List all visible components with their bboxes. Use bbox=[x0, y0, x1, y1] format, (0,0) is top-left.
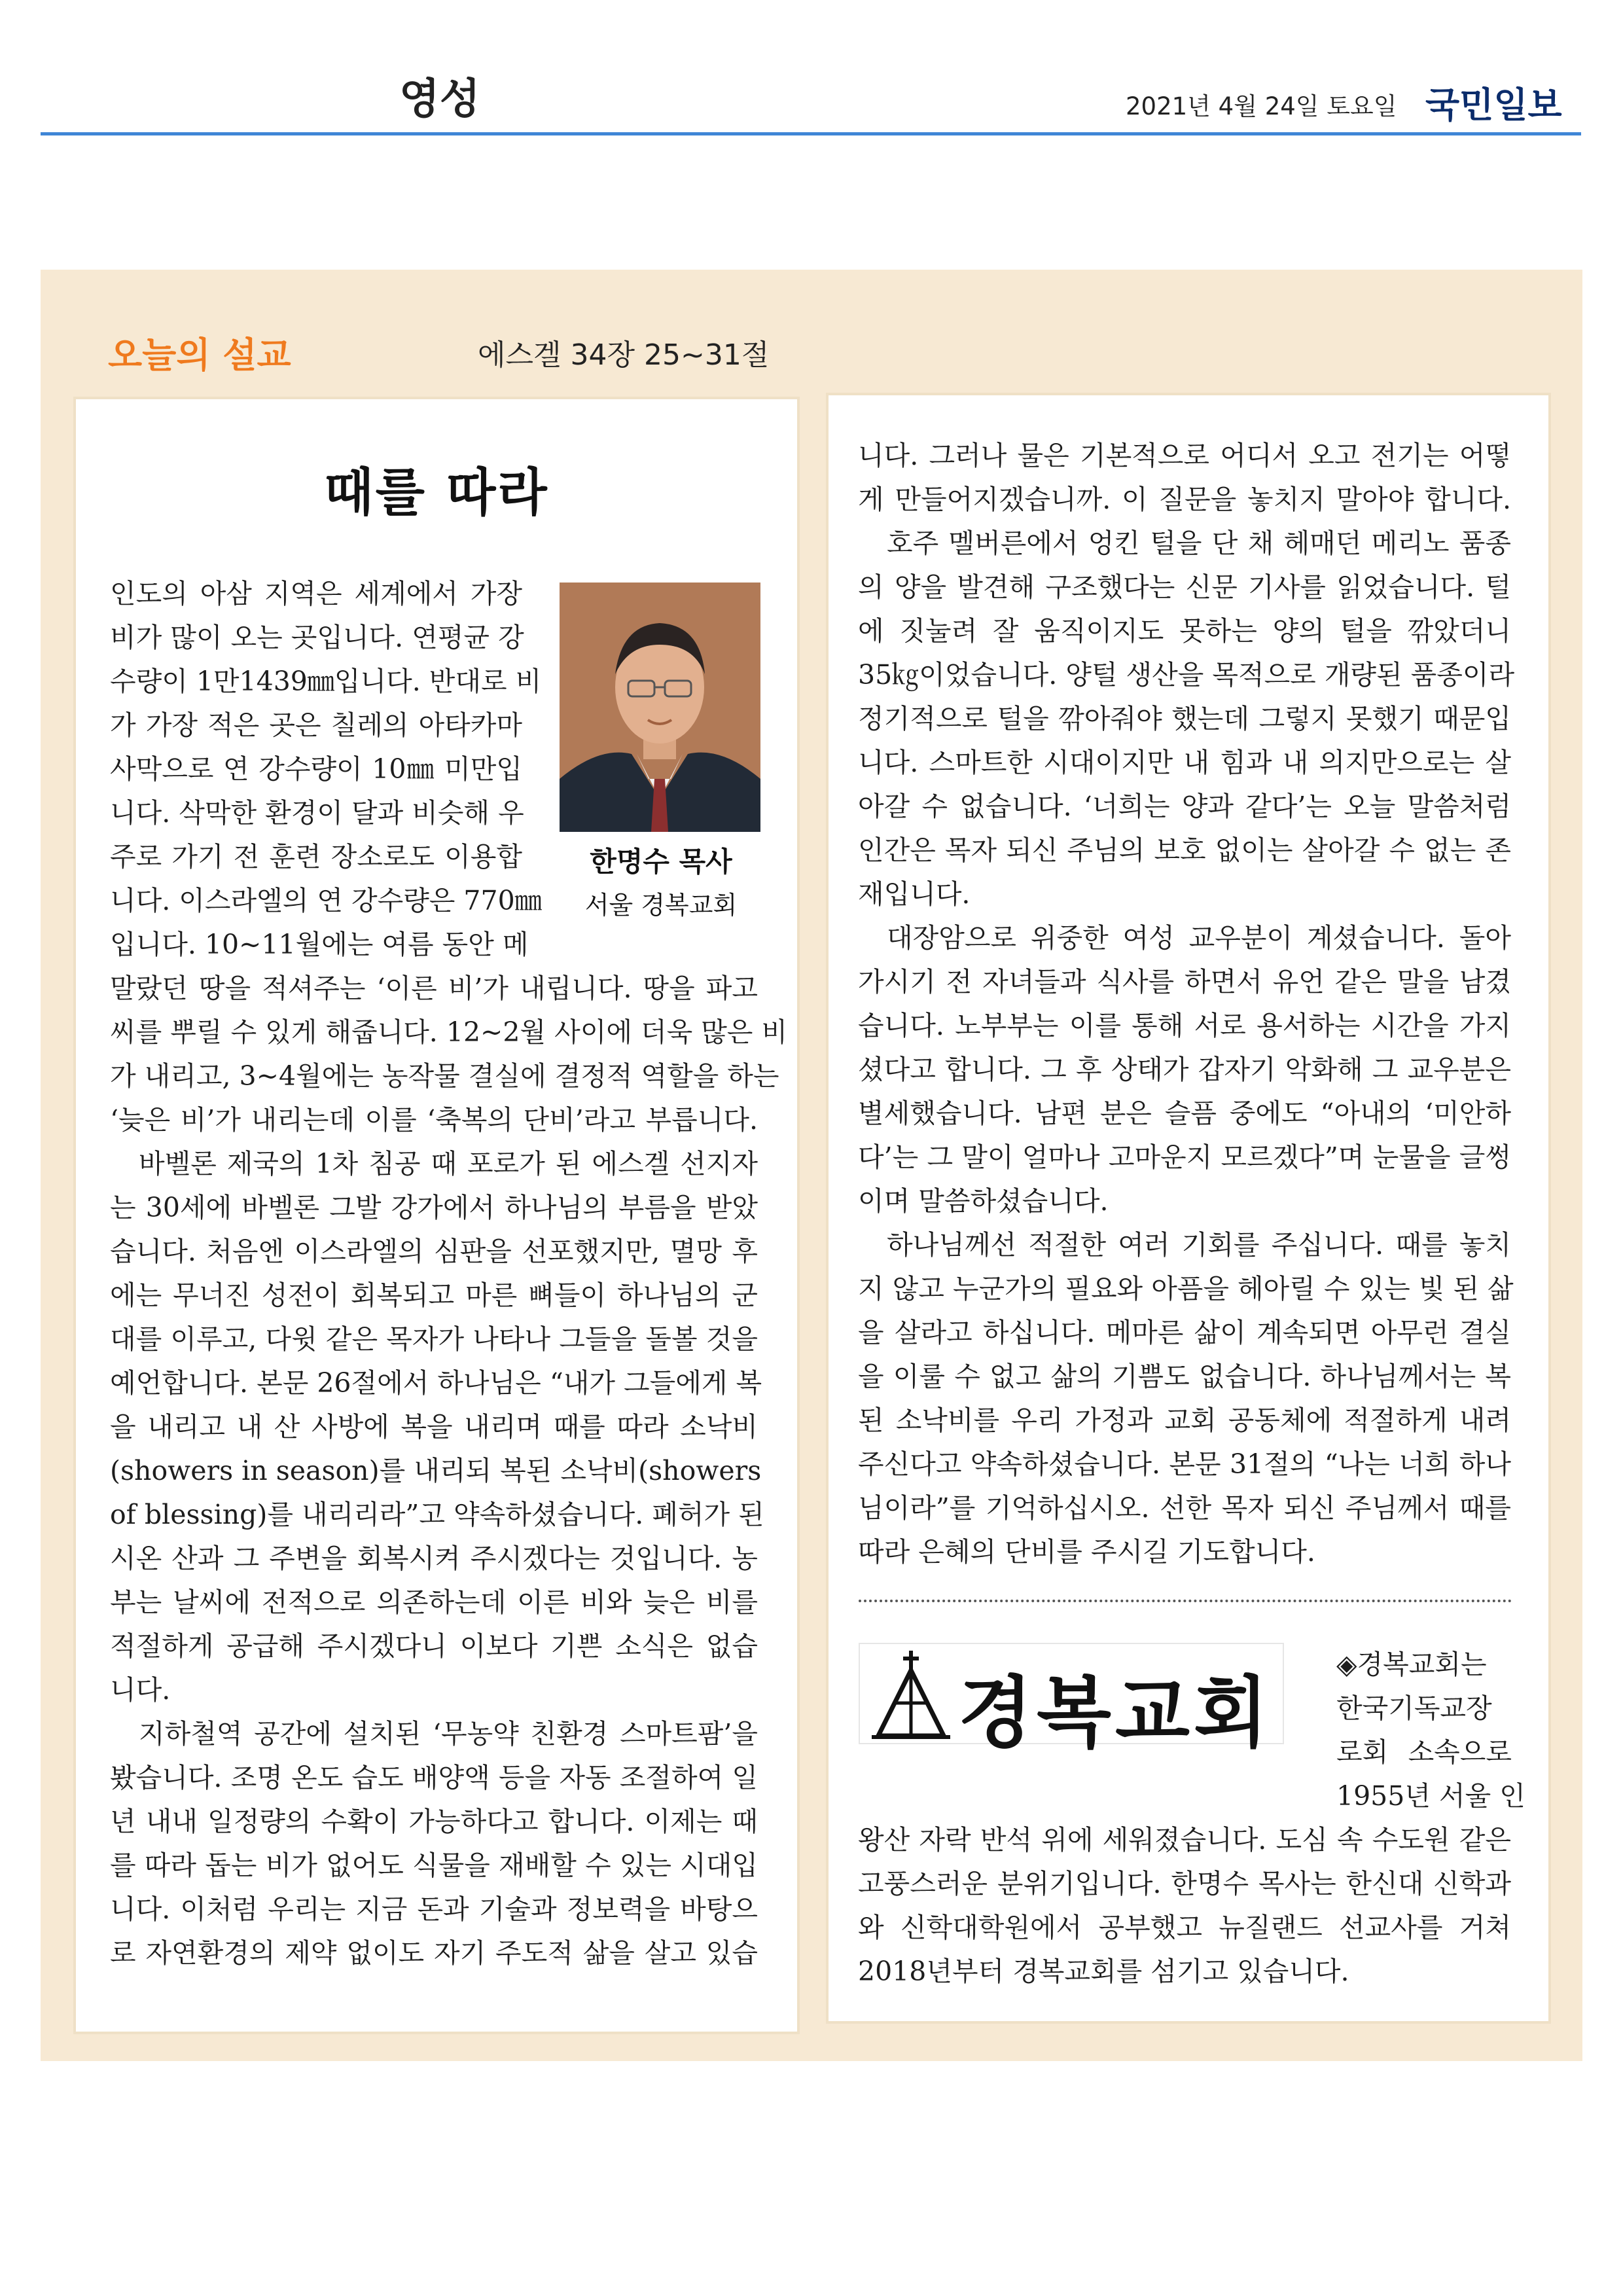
church-note-line: 2018년부터 경복교회를 섬기고 있습니다. bbox=[858, 1956, 1349, 1987]
body-line: 의 양을 발견해 구조했다는 신문 기사를 읽었습니다. 털 bbox=[858, 571, 1511, 603]
church-note-line: 한국기독교장 bbox=[1336, 1693, 1492, 1724]
body-line: 을 살라고 하십니다. 메마른 삶이 계속되면 아무런 결실 bbox=[858, 1317, 1511, 1348]
body-line: 가 가장 적은 곳은 칠레의 아타카마 bbox=[110, 709, 522, 741]
body-line: 봤습니다. 조명 온도 습도 배양액 등을 자동 조절하여 일 bbox=[110, 1762, 758, 1793]
church-note-line: 왕산 자락 반석 위에 세워졌습니다. 도심 속 수도원 같은 bbox=[858, 1824, 1511, 1856]
body-line: 호주 멜버른에서 엉킨 털을 단 채 헤매던 메리노 품종 bbox=[887, 528, 1511, 559]
body-line: 을 내리고 내 산 사방에 복을 내리며 때를 따라 소낙비 bbox=[110, 1411, 758, 1443]
body-line: 가시기 전 자녀들과 식사를 하면서 유언 같은 말을 남겼 bbox=[858, 966, 1511, 997]
body-line: 이며 말씀하셨습니다. bbox=[858, 1185, 1109, 1217]
body-line: 를 따라 돕는 비가 없어도 식물을 재배할 수 있는 시대입 bbox=[110, 1850, 758, 1881]
body-line: 적절하게 공급해 주시겠다니 이보다 기쁜 소식은 없습 bbox=[110, 1630, 758, 1662]
church-note-line: 와 신학대학원에서 공부했고 뉴질랜드 선교사를 거쳐 bbox=[858, 1912, 1511, 1943]
body-line: 지 않고 누군가의 필요와 아픔을 헤아릴 수 있는 빛 된 삶 bbox=[858, 1273, 1514, 1304]
body-line: 아갈 수 없습니다. ‘너희는 양과 같다’는 오늘 말씀처럼 bbox=[858, 791, 1511, 822]
body-line: 인도의 아삼 지역은 세계에서 가장 bbox=[110, 578, 522, 609]
church-note-line: 고풍스러운 분위기입니다. 한명수 목사는 한신대 신학과 bbox=[858, 1868, 1511, 1899]
body-line: 예언합니다. 본문 26절에서 하나님은 “내가 그들에게 복 bbox=[110, 1367, 762, 1399]
body-line: 입니다. 10~11월에는 여름 동안 메 bbox=[110, 929, 529, 960]
body-line: 셨다고 합니다. 그 후 상태가 갑자기 악화해 그 교우분은 bbox=[858, 1054, 1511, 1085]
body-line: 님이라”를 기억하십시오. 선한 목자 되신 주님께서 때를 bbox=[858, 1492, 1511, 1524]
body-line: 부는 날씨에 전적으로 의존하는데 이른 비와 늦은 비를 bbox=[110, 1587, 758, 1618]
body-line: 로 자연환경의 제약 없이도 자기 주도적 삶을 살고 있습 bbox=[110, 1937, 758, 1969]
body-line: 지하철역 공간에 설치된 ‘무농약 친환경 스마트팜’을 bbox=[139, 1718, 758, 1749]
body-line: 인간은 목자 되신 주님의 보호 없이는 살아갈 수 없는 존 bbox=[858, 834, 1511, 866]
body-line: 니다. 삭막한 환경이 달과 비슷해 우 bbox=[110, 797, 524, 829]
body-line: 하나님께선 적절한 여러 기회를 주십니다. 때를 놓치 bbox=[887, 1229, 1511, 1261]
body-line: 습니다. 처음엔 이스라엘의 심판을 선포했지만, 멸망 후 bbox=[110, 1236, 758, 1267]
body-line: 에 짓눌려 잘 움직이지도 못하는 양의 털을 깎았더니 bbox=[858, 615, 1511, 647]
body-line: 대장암으로 위중한 여성 교우분이 계셨습니다. 돌아 bbox=[887, 922, 1511, 954]
body-line: 니다. 이처럼 우리는 지금 돈과 기술과 정보력을 바탕으 bbox=[110, 1893, 758, 1925]
church-note-line: ◈경복교회는 bbox=[1336, 1649, 1487, 1680]
body-line: 수량이 1만1439㎜입니다. 반대로 비 bbox=[110, 666, 542, 697]
church-logo-text: 경복교회 bbox=[958, 1667, 1272, 1758]
body-line: 바벨론 제국의 1차 침공 때 포로가 된 에스겔 선지자 bbox=[139, 1148, 758, 1179]
author-church: 서울 경복교회 bbox=[584, 891, 738, 920]
body-line: 말랐던 땅을 적셔주는 ‘이른 비’가 내립니다. 땅을 파고 bbox=[110, 973, 758, 1004]
body-line: 별세했습니다. 남편 분은 슬픔 중에도 “아내의 ‘미안하 bbox=[858, 1098, 1511, 1129]
body-line: 다’는 그 말이 얼마나 고마운지 모르겠다”며 눈물을 글썽 bbox=[858, 1141, 1511, 1173]
author-name: 한명수 목사 bbox=[590, 846, 732, 878]
body-line: 된 소낙비를 우리 가정과 교회 공동체에 적절하게 내려 bbox=[858, 1405, 1511, 1436]
church-logo bbox=[859, 1643, 1284, 1758]
body-line: 재입니다. bbox=[858, 878, 971, 910]
column-kicker: 오늘의 설교 bbox=[108, 334, 291, 376]
body-line: ‘늦은 비’가 내리는데 이를 ‘축복의 단비’라고 부릅니다. bbox=[110, 1104, 758, 1136]
section-divider bbox=[859, 1600, 1512, 1602]
body-line: 35㎏이었습니다. 양털 생산을 목적으로 개량된 품종이라 bbox=[858, 659, 1515, 691]
church-tower-icon bbox=[865, 1644, 957, 1742]
section-title: 영성 bbox=[399, 75, 480, 124]
body-line: 비가 많이 오는 곳입니다. 연평균 강 bbox=[110, 622, 524, 653]
body-line: 을 이룰 수 없고 삶의 기쁨도 없습니다. 하나님께서는 복 bbox=[858, 1361, 1511, 1392]
body-line: 가 내리고, 3~4월에는 농작물 결실에 결정적 역할을 하는 bbox=[110, 1060, 779, 1092]
body-line: 따라 은혜의 단비를 주시길 기도합니다. bbox=[858, 1536, 1315, 1568]
body-line: 습니다. 노부부는 이를 통해 서로 용서하는 시간을 가지 bbox=[858, 1010, 1511, 1041]
body-line: 니다. bbox=[110, 1674, 171, 1706]
body-line: 시온 산과 그 주변을 회복시켜 주시겠다는 것입니다. 농 bbox=[110, 1543, 758, 1574]
article-title: 때를 따라 bbox=[324, 463, 549, 522]
body-line: 니다. 그러나 물은 기본적으로 어디서 오고 전기는 어떻 bbox=[858, 440, 1511, 471]
body-line: (showers in season)를 내리되 복된 소낙비(showers bbox=[110, 1455, 762, 1486]
body-line: 사막으로 연 강수량이 10㎜ 미만입 bbox=[110, 753, 522, 785]
church-note-line: 1955년 서울 인 bbox=[1336, 1780, 1525, 1812]
body-line: 게 만들어지겠습니까. 이 질문을 놓치지 말아야 합니다. bbox=[858, 484, 1511, 515]
scripture-reference: 에스겔 34장 25~31절 bbox=[478, 338, 770, 372]
body-line: 니다. 이스라엘의 연 강수량은 770㎜ bbox=[110, 885, 542, 916]
author-photo bbox=[560, 583, 760, 832]
body-line: of blessing)를 내리리라”고 약속하셨습니다. 폐허가 된 bbox=[110, 1499, 764, 1530]
body-line: 주로 가기 전 훈련 장소로도 이용합 bbox=[110, 841, 522, 872]
body-line: 는 30세에 바벨론 그발 강가에서 하나님의 부름을 받았 bbox=[110, 1192, 758, 1223]
issue-date: 2021년 4월 24일 토요일 bbox=[1126, 92, 1397, 120]
body-line: 대를 이루고, 다윗 같은 목자가 나타나 그들을 돌볼 것을 bbox=[110, 1323, 758, 1355]
body-line: 씨를 뿌릴 수 있게 해줍니다. 12~2월 사이에 더욱 많은 비 bbox=[110, 1016, 788, 1048]
body-line: 년 내내 일정량의 수확이 가능하다고 합니다. 이제는 때 bbox=[110, 1806, 758, 1837]
newspaper-logo: 국민일보 bbox=[1425, 84, 1562, 126]
body-line: 주신다고 약속하셨습니다. 본문 31절의 “나는 너희 하나 bbox=[858, 1448, 1511, 1480]
header-rule bbox=[41, 132, 1581, 135]
portrait-icon bbox=[560, 583, 760, 832]
church-note-line: 로회 소속으로 bbox=[1336, 1736, 1512, 1768]
body-line: 니다. 스마트한 시대이지만 내 힘과 내 의지만으로는 살 bbox=[858, 747, 1511, 778]
body-line: 에는 무너진 성전이 회복되고 마른 뼈들이 하나님의 군 bbox=[110, 1280, 758, 1311]
body-line: 정기적으로 털을 깎아줘야 했는데 그렇지 못했기 때문입 bbox=[858, 703, 1511, 734]
